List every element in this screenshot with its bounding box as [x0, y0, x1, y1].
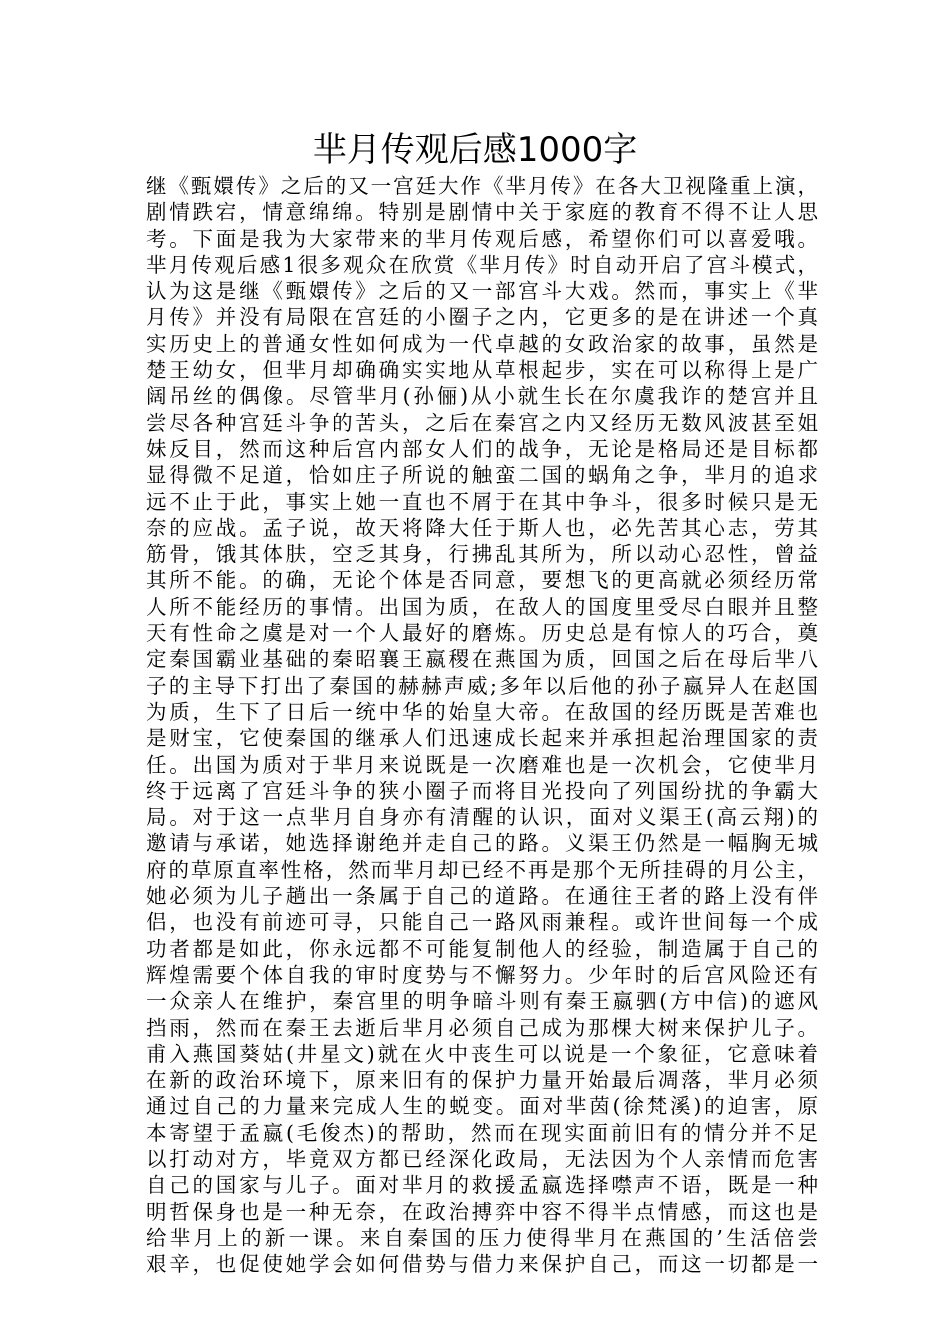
text-line: 继《甄嬛传》之后的又一宫廷大作《芈月传》在各大卫视隆重上演，	[146, 174, 818, 198]
document-body	[146, 173, 818, 1277]
text-line: 显得微不足道，恰如庄子所说的触蛮二国的蜗角之争，芈月的追求	[146, 463, 818, 488]
text-line: 本寄望于孟嬴(毛俊杰)的帮助，然而在现实面前旧有的情分并不足	[146, 1120, 818, 1145]
text-line: 远不止于此，事实上她一直也不屑于在其中争斗，很多时候只是无	[146, 489, 818, 514]
text-line: 芈月传观后感1很多观众在欣赏《芈月传》时自动开启了宫斗模式，	[146, 252, 818, 277]
text-line: 明哲保身也是一种无奈，在政治搏弈中容不得半点情感，而这也是	[146, 1199, 818, 1224]
text-line: 局。对于这一点芈月自身亦有清醒的认识，面对义渠王(高云翔)的	[146, 805, 818, 830]
text-line: 任。出国为质对于芈月来说既是一次磨难也是一次机会，它使芈月	[146, 752, 818, 777]
text-line: 甫入燕国葵姑(井星文)就在火中丧生可以说是一个象征，它意味着	[146, 1041, 818, 1066]
text-line: 剧情跌宕，情意绵绵。特别是剧情中关于家庭的教育不得不让人思	[146, 200, 818, 225]
text-line: 实历史上的普通女性如何成为一代卓越的女政治家的故事，虽然是	[146, 331, 818, 356]
text-line: 终于远离了宫廷斗争的狭小圈子而将目光投向了列国纷扰的争霸大	[146, 778, 818, 803]
text-line: 通过自己的力量来完成人生的蜕变。面对芈茵(徐梵溪)的迫害，原	[146, 1094, 818, 1119]
text-line: 她必须为儿子趟出一条属于自己的道路。在通往王者的路上没有伴	[146, 884, 818, 909]
text-line: 一众亲人在维护，秦宫里的明争暗斗则有秦王嬴驷(方中信)的遮风	[146, 989, 818, 1014]
text-line: 考。下面是我为大家带来的芈月传观后感，希望你们可以喜爱哦。	[146, 226, 818, 251]
text-line: 天有性命之虞是对一个人最好的磨炼。历史总是有惊人的巧合，奠	[146, 621, 818, 646]
text-line: 是财宝，它使秦国的继承人们迅速成长起来并承担起治理国家的责	[146, 726, 818, 751]
text-line: 人所不能经历的事情。出国为质，在敌人的国度里受尽白眼并且整	[146, 594, 818, 619]
text-line: 邀请与承诺，她选择谢绝并走自己的路。义渠王仍然是一幅胸无城	[146, 831, 818, 856]
text-line: 侣，也没有前迹可寻，只能自己一路风雨兼程。或许世间每一个成	[146, 910, 818, 935]
text-line: 以打动对方，毕竟双方都已经深化政局，无法因为个人亲情而危害	[146, 1146, 818, 1171]
text-line: 挡雨，然而在秦王去逝后芈月必须自己成为那棵大树来保护儿子。	[146, 1015, 818, 1040]
text-line: 楚王幼女，但芈月却确确实实地从草根起步，实在可以称得上是广	[146, 358, 818, 383]
text-line: 奈的应战。孟子说，故天将降大任于斯人也，必先苦其心志，劳其	[146, 515, 818, 540]
text-line: 艰辛，也促使她学会如何借势与借力来保护自己，而这一切都是一	[146, 1252, 818, 1277]
document-title: 芈月传观后感1000字	[312, 130, 638, 170]
text-line: 辉煌需要个体自我的审时度势与不懈努力。少年时的后宫风险还有	[146, 962, 818, 987]
text-line: 为质，生下了日后一统中华的始皇大帝。在敌国的经历既是苦难也	[146, 699, 818, 724]
text-line: 其所不能。的确，无论个体是否同意，要想飞的更高就必须经历常	[146, 568, 818, 593]
text-line: 府的草原直率性格，然而芈月却已经不再是那个无所挂碍的月公主，	[146, 857, 818, 882]
text-line: 阔吊丝的偶像。尽管芈月(孙俪)从小就生长在尔虞我诈的楚宫并且	[146, 384, 818, 409]
text-line: 认为这是继《甄嬛传》之后的又一部宫斗大戏。然而，事实上《芈	[146, 279, 818, 304]
text-line: 功者都是如此，你永远都不可能复制他人的经验，制造属于自己的	[146, 936, 818, 961]
text-line: 妹反目，然而这种后宫内部女人们的战争，无论是格局还是目标都	[146, 436, 818, 461]
text-line: 自己的国家与儿子。面对芈月的救援孟嬴选择噤声不语，既是一种	[146, 1173, 818, 1198]
text-line: 尝尽各种宫廷斗争的苦头，之后在秦宫之内又经历无数风波甚至姐	[146, 410, 818, 435]
text-line: 子的主导下打出了秦国的赫赫声威;多年以后他的孙子嬴异人在赵国	[146, 673, 818, 698]
text-line: 给芈月上的新一课。来自秦国的压力使得芈月在燕国的’生活倍尝	[146, 1225, 818, 1250]
text-line: 月传》并没有局限在宫廷的小圈子之内，它更多的是在讲述一个真	[146, 305, 818, 330]
text-line: 筋骨，饿其体肤，空乏其身，行拂乱其所为，所以动心忍性，曾益	[146, 542, 818, 567]
text-line: 定秦国霸业基础的秦昭襄王嬴稷在燕国为质，回国之后在母后芈八	[146, 647, 818, 672]
text-line: 在新的政治环境下，原来旧有的保护力量开始最后凋落，芈月必须	[146, 1068, 818, 1093]
